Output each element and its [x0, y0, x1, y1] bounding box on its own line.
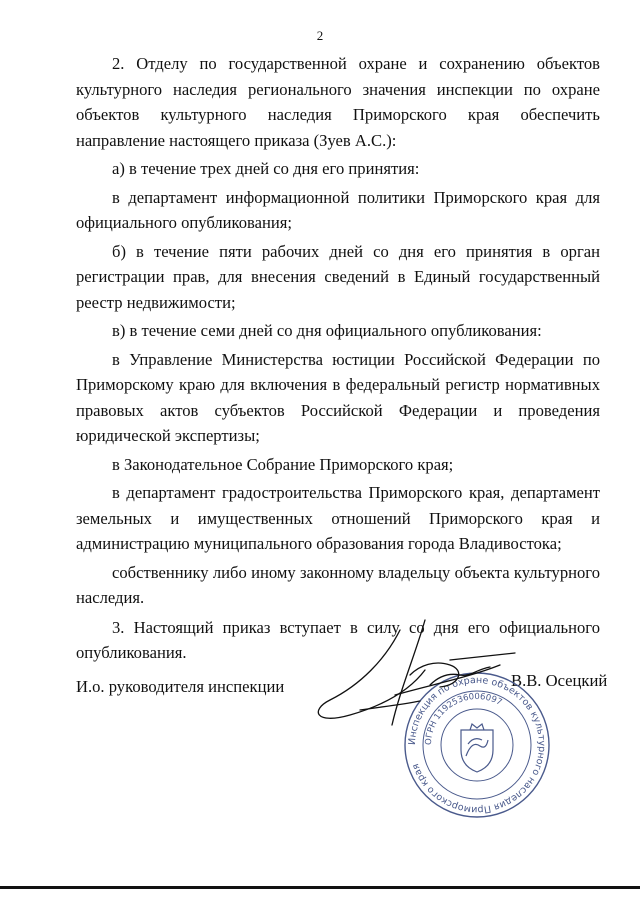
signatory-name: В.В. Осецкий — [511, 671, 608, 690]
seal-outer-text: Инспекция по охране объектов культурного наследия Приморского края — [406, 674, 548, 816]
signatory-position: И.о. руководителя инспекции — [76, 677, 285, 696]
handwritten-signature — [300, 615, 530, 765]
paragraph-2v-ministry: в Управление Министерства юстиции Российской Федерации по Приморскому краю для включения в федеральный регистр нормативных правовых актов субъектов Российской Федерации и проведения юридической экспертизы; — [76, 349, 600, 445]
seal-inner-text: ОГРН 1192536006097 — [423, 691, 504, 746]
scan-edge-line — [0, 886, 640, 889]
document-body — [76, 51, 600, 666]
paragraph-2v-owner: собственнику либо иному законному владельцу объекта культурного наследия. — [76, 562, 600, 607]
paragraph-2v-departments: в департамент градостроительства Приморского края, департамент земельных и имущественных отношений Приморского края и администрацию муниципального образования города Владивостока; — [76, 483, 600, 553]
paragraph-3: 3. Настоящий приказ вступает в силу со дня его официального опубликования. — [76, 617, 600, 662]
paragraph-2a-recipient: в департамент информационной политики Приморского края для официального опубликования; — [76, 187, 600, 232]
paragraph-2v-assembly: в Законодательное Собрание Приморского края; — [112, 454, 454, 474]
paragraph-2a: а) в течение трех дней со дня его принятия: — [112, 159, 420, 178]
page-number: 2 — [316, 28, 324, 43]
paragraph-2v: в) в течение семи дней со дня официального опубликования: — [112, 321, 542, 340]
paragraph-2b: б) в течение пяти рабочих дней со дня его принятия в орган регистрации прав, для внесения сведений в Единый государственный реестр недвижимости; — [76, 241, 600, 312]
paragraph-2: 2. Отделу по государственной охране и сохранению объектов культурного наследия регионального значения инспекции по охране объектов культурного наследия Приморского края обеспечить направление настоящего приказа (Зуев А.С.): — [76, 54, 600, 150]
